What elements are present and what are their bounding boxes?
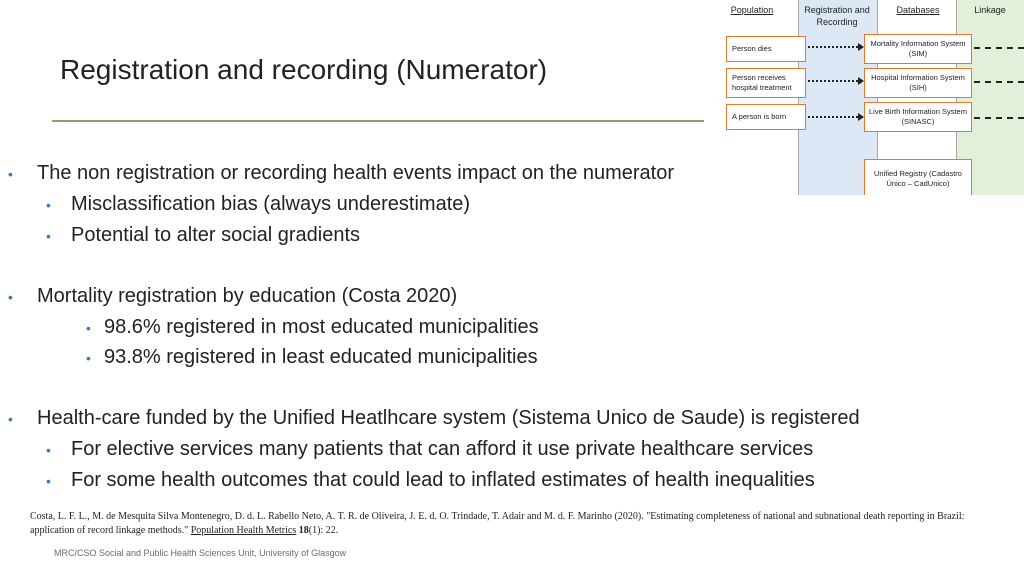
header-registration: Registration and Recording bbox=[804, 5, 870, 27]
bullet-dot: • bbox=[46, 442, 51, 458]
bullet-dot: • bbox=[8, 289, 13, 305]
population-box-dies: Person dies bbox=[726, 36, 806, 62]
title-divider bbox=[52, 120, 704, 122]
bullet-3-sub-2: For some health outcomes that could lead to inflated estimates of health inequalities bbox=[71, 469, 815, 491]
linkage-line-2 bbox=[974, 81, 1024, 83]
bullet-dot: • bbox=[8, 166, 13, 182]
citation-volume: 18 bbox=[298, 525, 309, 536]
linkage-line-1 bbox=[974, 47, 1024, 49]
bullet-dot: • bbox=[46, 228, 51, 244]
population-box-hospital: Person receives hospital treatment bbox=[726, 68, 806, 98]
bullet-3: Health-care funded by the Unified Heatlhcare system (Sistema Unico de Saude) is registered bbox=[37, 407, 860, 429]
linkage-line-3 bbox=[974, 117, 1024, 119]
dotted-arrow-1 bbox=[808, 46, 858, 48]
slide-title: Registration and recording (Numerator) bbox=[60, 54, 548, 85]
bullet-dot: • bbox=[86, 320, 91, 336]
arrowhead-icon bbox=[858, 77, 864, 85]
footer-institution: MRC/CSO Social and Public Health Sciences Unit, University of Glasgow bbox=[54, 548, 347, 558]
bullet-dot: • bbox=[8, 411, 13, 427]
citation-issue: (1): 22. bbox=[308, 525, 339, 536]
bullet-2-sub-1: 98.6% registered in most educated municipalities bbox=[104, 316, 539, 338]
population-box-born: A person is born bbox=[726, 104, 806, 130]
bullet-3-sub-1: For elective services many patients that can afford it use private healthcare services bbox=[71, 438, 814, 460]
bullet-1-sub-2: Potential to alter social gradients bbox=[71, 224, 361, 246]
bullet-1-sub-1: Misclassification bias (always underestimate) bbox=[71, 193, 471, 215]
citation-text: Costa, L. F. L., M. de Mesquita Silva Montenegro, D. d. L. Rabello Neto, A. T. R. de Oliveira, J. E. d. O. Trindade, T. Adair and M. d. F. Marinho (2020). "Estimating completeness of national and subnational death reporting in Brazil: application of record linkage methods." bbox=[30, 511, 965, 536]
linkage-diagram bbox=[724, 0, 1024, 195]
database-box-sih: Hospital Information System (SIH) bbox=[864, 68, 972, 98]
bullet-dot: • bbox=[46, 197, 51, 213]
bullet-1: The non registration or recording health events impact on the numerator bbox=[37, 162, 675, 184]
header-linkage: Linkage bbox=[974, 5, 1006, 15]
arrowhead-icon bbox=[858, 113, 864, 121]
dotted-arrow-2 bbox=[808, 80, 858, 82]
bullet-dot: • bbox=[86, 350, 91, 366]
bullet-2: Mortality registration by education (Costa 2020) bbox=[37, 285, 458, 307]
database-box-sinasc: Live Birth Information System (SINASC) bbox=[864, 102, 972, 132]
dotted-arrow-3 bbox=[808, 116, 858, 118]
citation-journal: Population Health Metrics bbox=[190, 525, 297, 536]
bullet-dot: • bbox=[46, 473, 51, 489]
database-box-unified: Unified Registry (Cadastro Único – CadUnico) bbox=[864, 159, 972, 195]
header-population: Population bbox=[730, 5, 774, 15]
header-databases: Databases bbox=[896, 5, 940, 15]
bullet-2-sub-2: 93.8% registered in least educated municipalities bbox=[104, 346, 538, 368]
database-box-sim: Mortality Information System (SIM) bbox=[864, 34, 972, 64]
citation bbox=[30, 510, 990, 538]
arrowhead-icon bbox=[858, 43, 864, 51]
